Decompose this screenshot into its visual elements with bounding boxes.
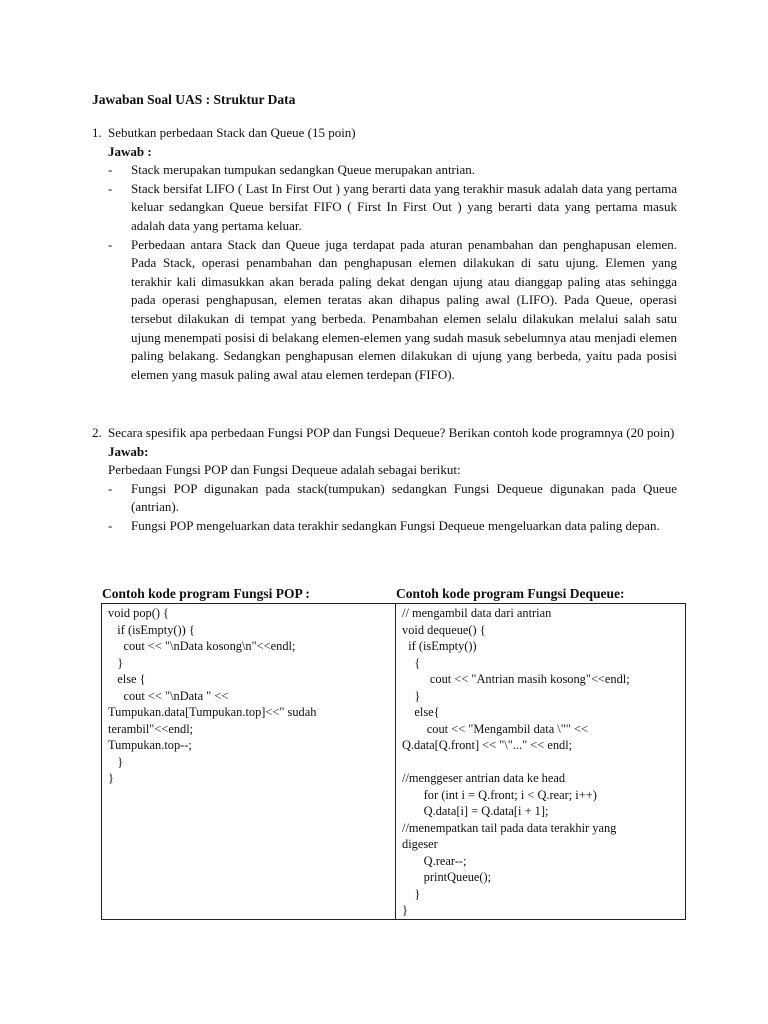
list-item-text: Stack bersifat LIFO ( Last In First Out ) yang berarti data yang terakhir masuk adalah data yang pertama keluar sedangkan Queue bersifat FIFO ( First In First Out ) yang berarti data yang pertama masuk adalah data yang pertama keluar.: [131, 180, 677, 233]
document-title: Jawaban Soal UAS : Struktur Data: [92, 92, 296, 107]
code-line: cout << "\nData kosong\n"<<endl;: [108, 639, 296, 653]
code-line: cout << "\nData " <<: [108, 688, 229, 703]
code-line: {: [402, 655, 421, 670]
code-line: Tumpukan.top--;: [108, 738, 192, 752]
code-line: cout << "Antrian masih kosong"<<endl;: [402, 672, 630, 686]
question-1: [92, 124, 677, 384]
question-text: Secara spesifik apa perbedaan Fungsi POP dan Fungsi Dequeue? Berikan contoh kode programnya (20 poin): [108, 425, 675, 440]
pop-code-cell: [102, 604, 396, 920]
code-line: for (int i = Q.front; i < Q.rear; i++): [402, 787, 597, 802]
list-item: [108, 517, 677, 536]
code-line: cout << "Mengambil data \"" <<: [402, 721, 588, 736]
dash-bullet: -: [108, 162, 113, 178]
dash-bullet: -: [108, 480, 113, 496]
code-line: }: [108, 754, 124, 769]
list-item: [108, 180, 677, 236]
code-line: }: [108, 655, 124, 670]
code-headings: [101, 585, 686, 603]
code-line: Q.data[Q.front] << "\"..." << endl;: [402, 738, 573, 752]
code-line: terambil"<<endl;: [108, 721, 194, 736]
code-comparison: [101, 585, 686, 920]
list-item-text: Fungsi POP mengeluarkan data terakhir sedangkan Fungsi Dequeue mengeluarkan data paling depan.: [131, 517, 660, 533]
code-line: [402, 754, 680, 771]
dequeue-code-cell: [396, 604, 686, 920]
code-line: //menempatkan tail pada data terakhir yang: [402, 820, 617, 835]
code-line: if (isEmpty()) {: [108, 622, 195, 637]
code-line: void pop() {: [108, 606, 170, 620]
answer-heading: Jawab:: [108, 443, 149, 459]
list-item-text: Perbedaan antara Stack dan Queue juga terdapat pada aturan penambahan dan penghapusan elemen. Pada Stack, operasi penambahan dan penghapusan elemen dilakukan di satu ujung. Elemen yang terakhir kali dimasukkan akan berada paling dekat dengan ujung atau dianggap paling atas sehingga pada operasi penghapusan, elemen teratas akan dihapus paling awal (LIFO). Pada Queue, operasi tersebut dilakukan di tempat yang berbeda. Penambahan elemen selalu dilakukan melalui salah satu ujung menempati posisi di belakang elemen-elemen yang sudah masuk sebelumnya atau menjadi elemen paling belakang. Sedangkan penghapusan elemen dilakukan di ujung yang berbeda, yaitu pada posisi elemen yang masuk paling awal atau elemen terdepan (FIFO).: [131, 236, 677, 382]
question-number: 1.: [92, 125, 102, 140]
code-line: Q.data[i] = Q.data[i + 1];: [402, 804, 549, 818]
code-table: [101, 603, 686, 920]
code-line: }: [108, 771, 114, 785]
code-line: // mengambil data dari antrian: [402, 606, 552, 620]
question-2: [92, 424, 677, 536]
pop-code-heading: Contoh kode program Fungsi POP :: [102, 586, 310, 601]
answer-list: [92, 480, 677, 536]
code-line: Q.rear--;: [402, 853, 467, 868]
table-row: [102, 604, 686, 920]
list-item: [108, 161, 677, 180]
code-line: digeser: [402, 837, 438, 851]
question-text: Sebutkan perbedaan Stack dan Queue (15 poin): [108, 125, 356, 140]
code-line: printQueue();: [402, 870, 492, 884]
list-item-text: Stack merupakan tumpukan sedangkan Queue merupakan antrian.: [131, 162, 476, 178]
answer-intro: Perbedaan Fungsi POP dan Fungsi Dequeue adalah sebagai berikut:: [108, 462, 461, 478]
code-line: void dequeue() {: [402, 622, 486, 637]
code-line: }: [402, 886, 421, 901]
dequeue-code-heading: Contoh kode program Fungsi Dequeue:: [396, 586, 625, 601]
list-item: [108, 480, 677, 517]
code-line: else {: [108, 672, 146, 686]
code-line: }: [402, 688, 421, 703]
list-item: [108, 236, 677, 385]
code-line: else{: [402, 705, 440, 719]
question-number: 2.: [92, 425, 102, 440]
answer-list: [92, 161, 677, 384]
dash-bullet: -: [108, 180, 113, 196]
answer-heading: Jawab :: [108, 143, 152, 159]
code-line: Tumpukan.data[Tumpukan.top]<<" sudah: [108, 705, 317, 719]
code-line: if (isEmpty()): [402, 639, 477, 653]
dash-bullet: -: [108, 236, 113, 252]
dash-bullet: -: [108, 517, 113, 533]
code-line: //menggeser antrian data ke head: [402, 771, 566, 785]
code-line: }: [402, 903, 408, 917]
list-item-text: Fungsi POP digunakan pada stack(tumpukan) sedangkan Fungsi Dequeue digunakan pada Queue (antrian).: [131, 480, 677, 515]
